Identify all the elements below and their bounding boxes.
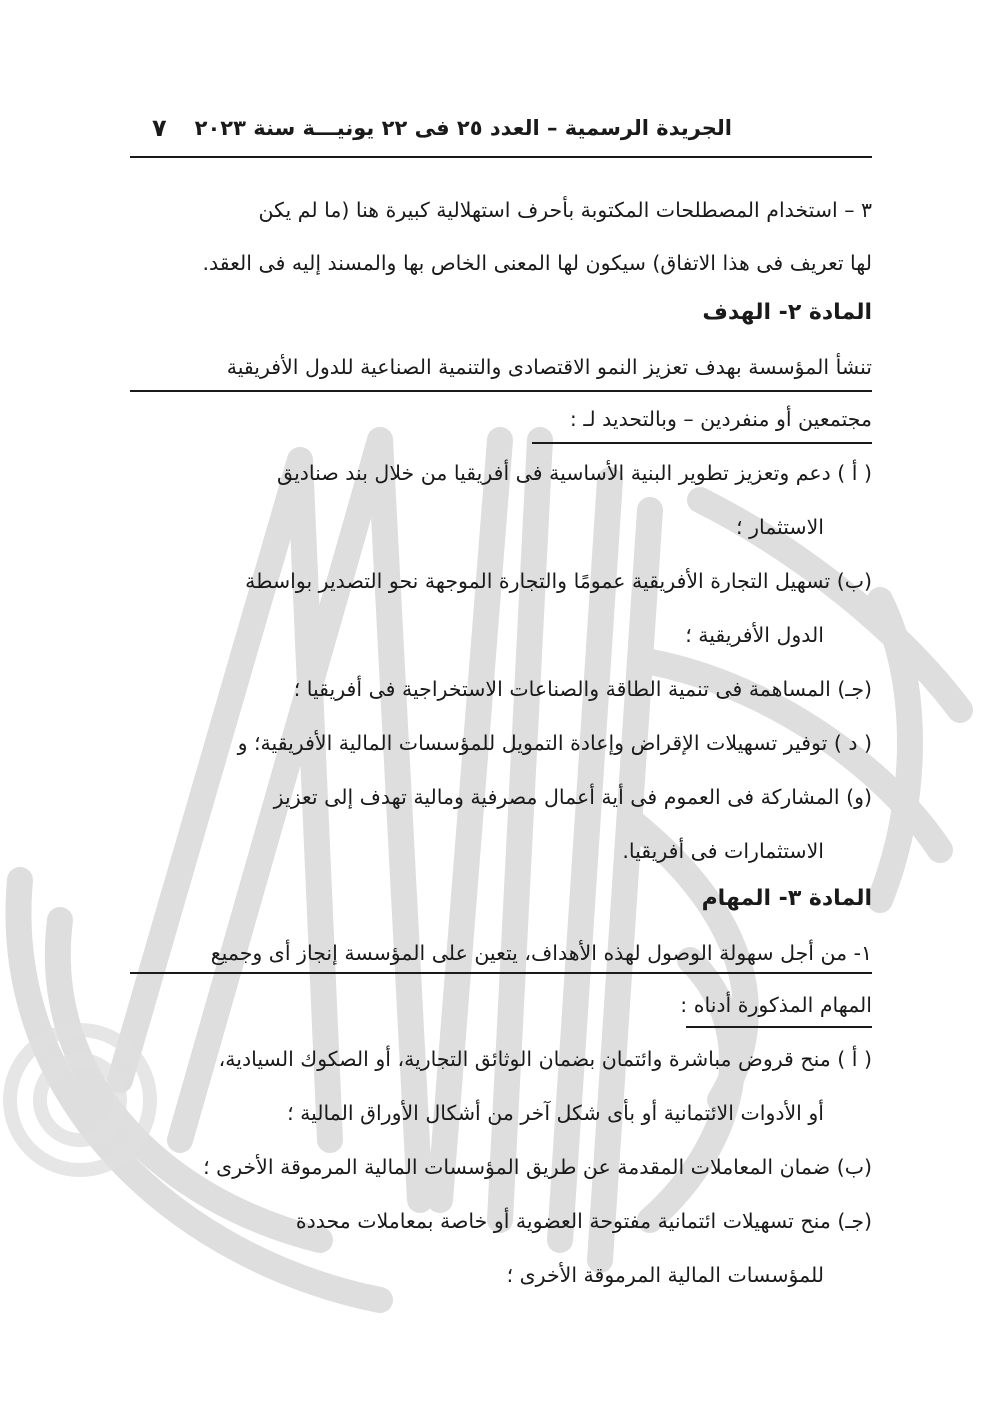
task-item-b: (ب) ضمان المعاملات المقدمة عن طريق المؤسسات المالية المرموقة الأخرى ؛ [203,1155,872,1179]
underline-article-3-line-1 [130,972,872,974]
objective-item-e-line-2: الاستثمارات فى أفريقيا. [622,839,824,863]
article-3-line-1: ١- من أجل سهولة الوصول لهذه الأهداف، يتعين على المؤسسة إنجاز أى وجميع [210,941,872,965]
objective-item-c: (جـ) المساهمة فى تنمية الطاقة والصناعات الاستخراجية فى أفريقيا ؛ [293,677,872,701]
objective-item-e-line-1: (و) المشاركة فى العموم فى أية أعمال مصرفية ومالية تهدف إلى تعزيز [273,785,872,809]
objective-item-b-line-2: الدول الأفريقية ؛ [685,623,824,647]
objective-item-a-line-2: الاستثمار ؛ [736,515,824,539]
task-item-a-line-1: ( أ ) منح قروض مباشرة وائتمان بضمان الوثائق التجارية، أو الصكوك السيادية، [218,1047,872,1071]
task-item-a-line-2: أو الأدوات الائتمانية أو بأى شكل آخر من أشكال الأوراق المالية ؛ [287,1101,824,1125]
task-item-c-line-2: للمؤسسات المالية المرموقة الأخرى ؛ [506,1263,824,1287]
underline-article-3-line-2 [686,1026,872,1028]
objective-item-d: ( د ) توفير تسهيلات الإقراض وإعادة التمويل للمؤسسات المالية الأفريقية؛ و [237,731,872,755]
gazette-title: الجريدة الرسمية – العدد ٢٥ فى ٢٢ يونيـــة سنة ٢٠٢٣ [194,116,732,140]
task-item-c-line-1: (جـ) منح تسهيلات ائتمانية مفتوحة العضوية أو خاصة بمعاملات محددة [295,1209,872,1233]
paragraph-3-line-1: ٣ – استخدام المصطلحات المكتوبة بأحرف استهلالية كبيرة هنا (ما لم يكن [258,198,872,222]
underline-article-2-line-1 [130,390,872,392]
underline-article-2-line-2 [532,442,872,444]
article-3-heading: المادة ٣- المهام [701,886,872,911]
article-3-line-2: المهام المذكورة أدناه : [680,993,872,1017]
article-2-line-2: مجتمعين أو منفردين – وبالتحديد لـ : [569,407,872,431]
article-2-heading: المادة ٢- الهدف [702,300,872,325]
page-number: ٧ [152,114,167,142]
paragraph-3-line-2: لها تعريف فى هذا الاتفاق) سيكون لها المعنى الخاص بها والمسند إليه فى العقد. [202,251,872,275]
objective-item-b-line-1: (ب) تسهيل التجارة الأفريقية عمومًا والتجارة الموجهة نحو التصدير بواسطة [245,569,872,593]
page-header [130,108,872,158]
objective-item-a-line-1: ( أ ) دعم وتعزيز تطوير البنية الأساسية فى أفريقيا من خلال بند صناديق [276,461,872,485]
article-2-line-1: تنشأ المؤسسة بهدف تعزيز النمو الاقتصادى والتنمية الصناعية للدول الأفريقية [226,355,872,379]
